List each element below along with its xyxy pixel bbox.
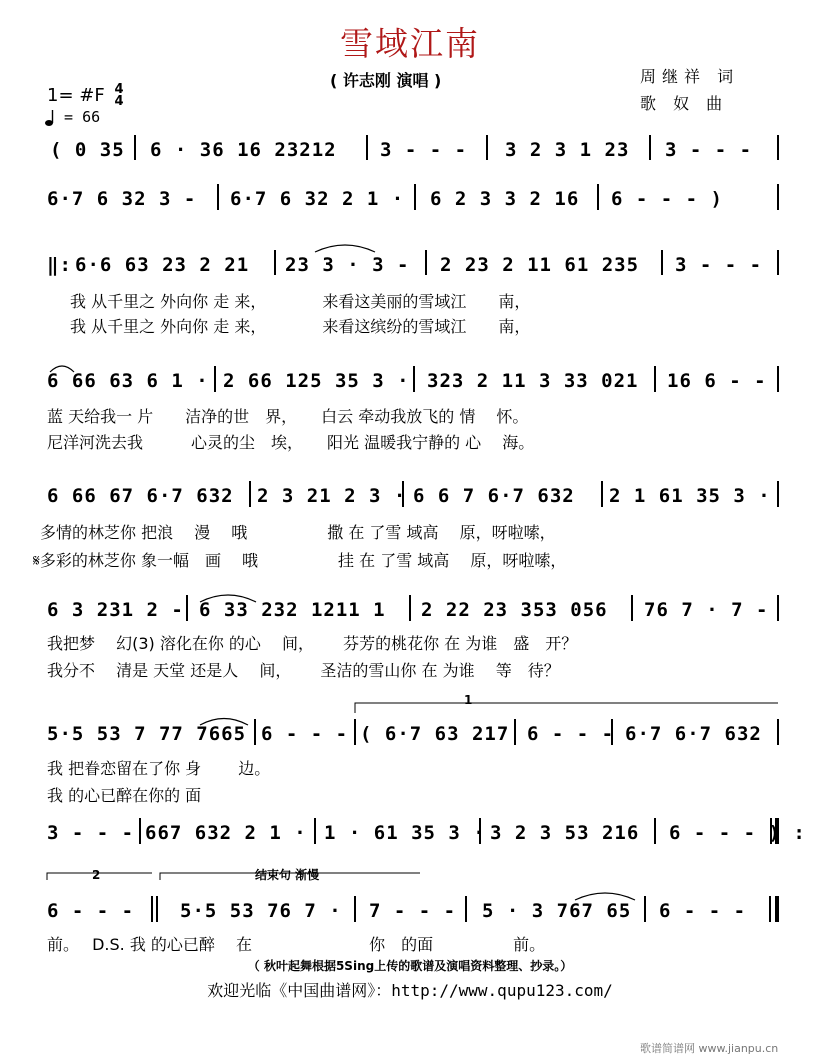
measure: 16 6 - - (667, 370, 767, 392)
measure: 6 66 67 6·7 632 (47, 485, 234, 507)
measure: 6·7 6 32 3 - (47, 188, 197, 210)
measure: 6 - - - (47, 900, 135, 922)
measure: 3 - - - (47, 822, 135, 844)
measure: 6 33 232 1211 1 (199, 599, 386, 621)
measure: 2 3 21 2 3 · (257, 485, 407, 507)
lyric-line: 蓝 天给我一 片 洁净的世 界， 白云 牵动我放飞的 情 怀。 (47, 407, 529, 426)
volta-2-label: 2 (92, 868, 101, 882)
measure: ( 0 35 (50, 139, 125, 161)
lyric-line: 前。 D.S. 我 的心已醉 在 你 的面 前。 (47, 935, 546, 954)
measure: 3 2 3 1 23 (505, 139, 630, 161)
site-url-link[interactable]: http://www.qupu123.com/ (391, 981, 613, 1000)
lyric-line: 多情的林芝你 把浪 漫 哦 撒 在 了雪 域高 原，呀啦嗦， (40, 523, 556, 542)
measure: 7 - - - (369, 900, 457, 922)
measure: 5·5 53 7 77 7665 (47, 723, 247, 745)
measure: 6 - - - (659, 900, 747, 922)
lyric-line: 我 把眷恋留在了你 身 边。 (47, 759, 271, 778)
measure: 6 3 231 2 - (47, 599, 184, 621)
tempo-value: = 66 (64, 108, 101, 126)
measure: 5 · 3 767 65 (482, 900, 632, 922)
measure: 6·6 63 23 2 21 (75, 254, 250, 276)
volta-brackets (47, 703, 778, 880)
key-signature-text: 1= #F (47, 85, 105, 106)
lyric-line: 尼洋河洗去我 心灵的尘 埃， 阳光 温暖我宁静的 心 海。 (47, 433, 535, 452)
measure: 76 7 · 7 - (644, 599, 769, 621)
singer-credit: ( 许志刚 演唱 ) (330, 71, 442, 90)
measure: 5·5 53 76 7 · (180, 900, 342, 922)
bar-lines (135, 135, 778, 922)
lyric-line: 我分不 清是 天堂 还是人 间， 圣洁的雪山你 在 为谁 等 待？ (47, 661, 560, 680)
measure: 6 - - - ) : (669, 822, 806, 844)
lyric-line: 我 从千里之 外向你 走 来， 来看这缤纷的雪域江 南， (70, 317, 531, 336)
measure: 6·7 6 32 2 1 · (230, 188, 405, 210)
measure: 6·7 6·7 632 (625, 723, 762, 745)
measure: 6 66 63 6 1 · (47, 370, 209, 392)
lyric-line: 𝄋多彩的林芝你 象一幅 画 哦 挂 在 了雪 域高 原，呀啦嗦， (33, 551, 567, 570)
measure: 23 3 · 3 - (285, 254, 410, 276)
measure: 323 2 11 3 33 021 (427, 370, 639, 392)
ties (50, 245, 635, 900)
lyric-line: 我 的心已醉在你的 面 (47, 786, 202, 805)
transcription-note: （ 秋叶起舞根据5Sing上传的歌谱及演唱资料整理、抄录。） (247, 959, 573, 973)
song-title: 雪域江南 (340, 24, 480, 63)
time-signature-bottom: 4 (114, 94, 124, 109)
lyricist-credit: 周继祥 词 (640, 67, 740, 86)
volta-1-label: 1 (464, 693, 473, 707)
lyric-line: 我 从千里之 外向你 走 来， 来看这美丽的雪域江 南， (70, 292, 531, 311)
measure: 3 2 3 53 216 (490, 822, 640, 844)
measure: 2 66 125 35 3 · (223, 370, 410, 392)
ending-label: 结束句 渐慢 (255, 868, 320, 882)
measure: 667 632 2 1 · (145, 822, 307, 844)
measure: 2 23 2 11 61 235 (440, 254, 640, 276)
measure: 6 - - - ) (611, 188, 723, 210)
measure: 6 - - - (527, 723, 615, 745)
repeat-start-sign: ‖: (47, 254, 72, 276)
measure: 2 22 23 353 056 (421, 599, 608, 621)
measure: 6 - - - (261, 723, 349, 745)
site-credit-label: 欢迎光临《中国曲谱网》： (207, 981, 392, 1000)
measure: 6 · 36 16 23212 (150, 139, 337, 161)
watermark: 歌谱简谱网 www.jianpu.cn (640, 1042, 779, 1055)
measure: ( 6·7 63 217 (360, 723, 510, 745)
measure: 6 6 7 6·7 632 (413, 485, 575, 507)
measure: 3 - - - (380, 139, 468, 161)
measure: 2 1 61 35 3 · (609, 485, 771, 507)
lyric-line: 我把梦 幻(3) 溶化在你 的心 间， 芬芳的桃花你 在 为谁 盛 开？ (47, 634, 578, 653)
measure: 1 · 61 35 3 · (324, 822, 486, 844)
measure: 3 - - - (665, 139, 753, 161)
time-signature-top: 4 (114, 82, 124, 97)
measure: 6 2 3 3 2 16 (430, 188, 580, 210)
measure: 3 - - - (675, 254, 763, 276)
composer-credit: 歌 奴 曲 (640, 94, 729, 113)
